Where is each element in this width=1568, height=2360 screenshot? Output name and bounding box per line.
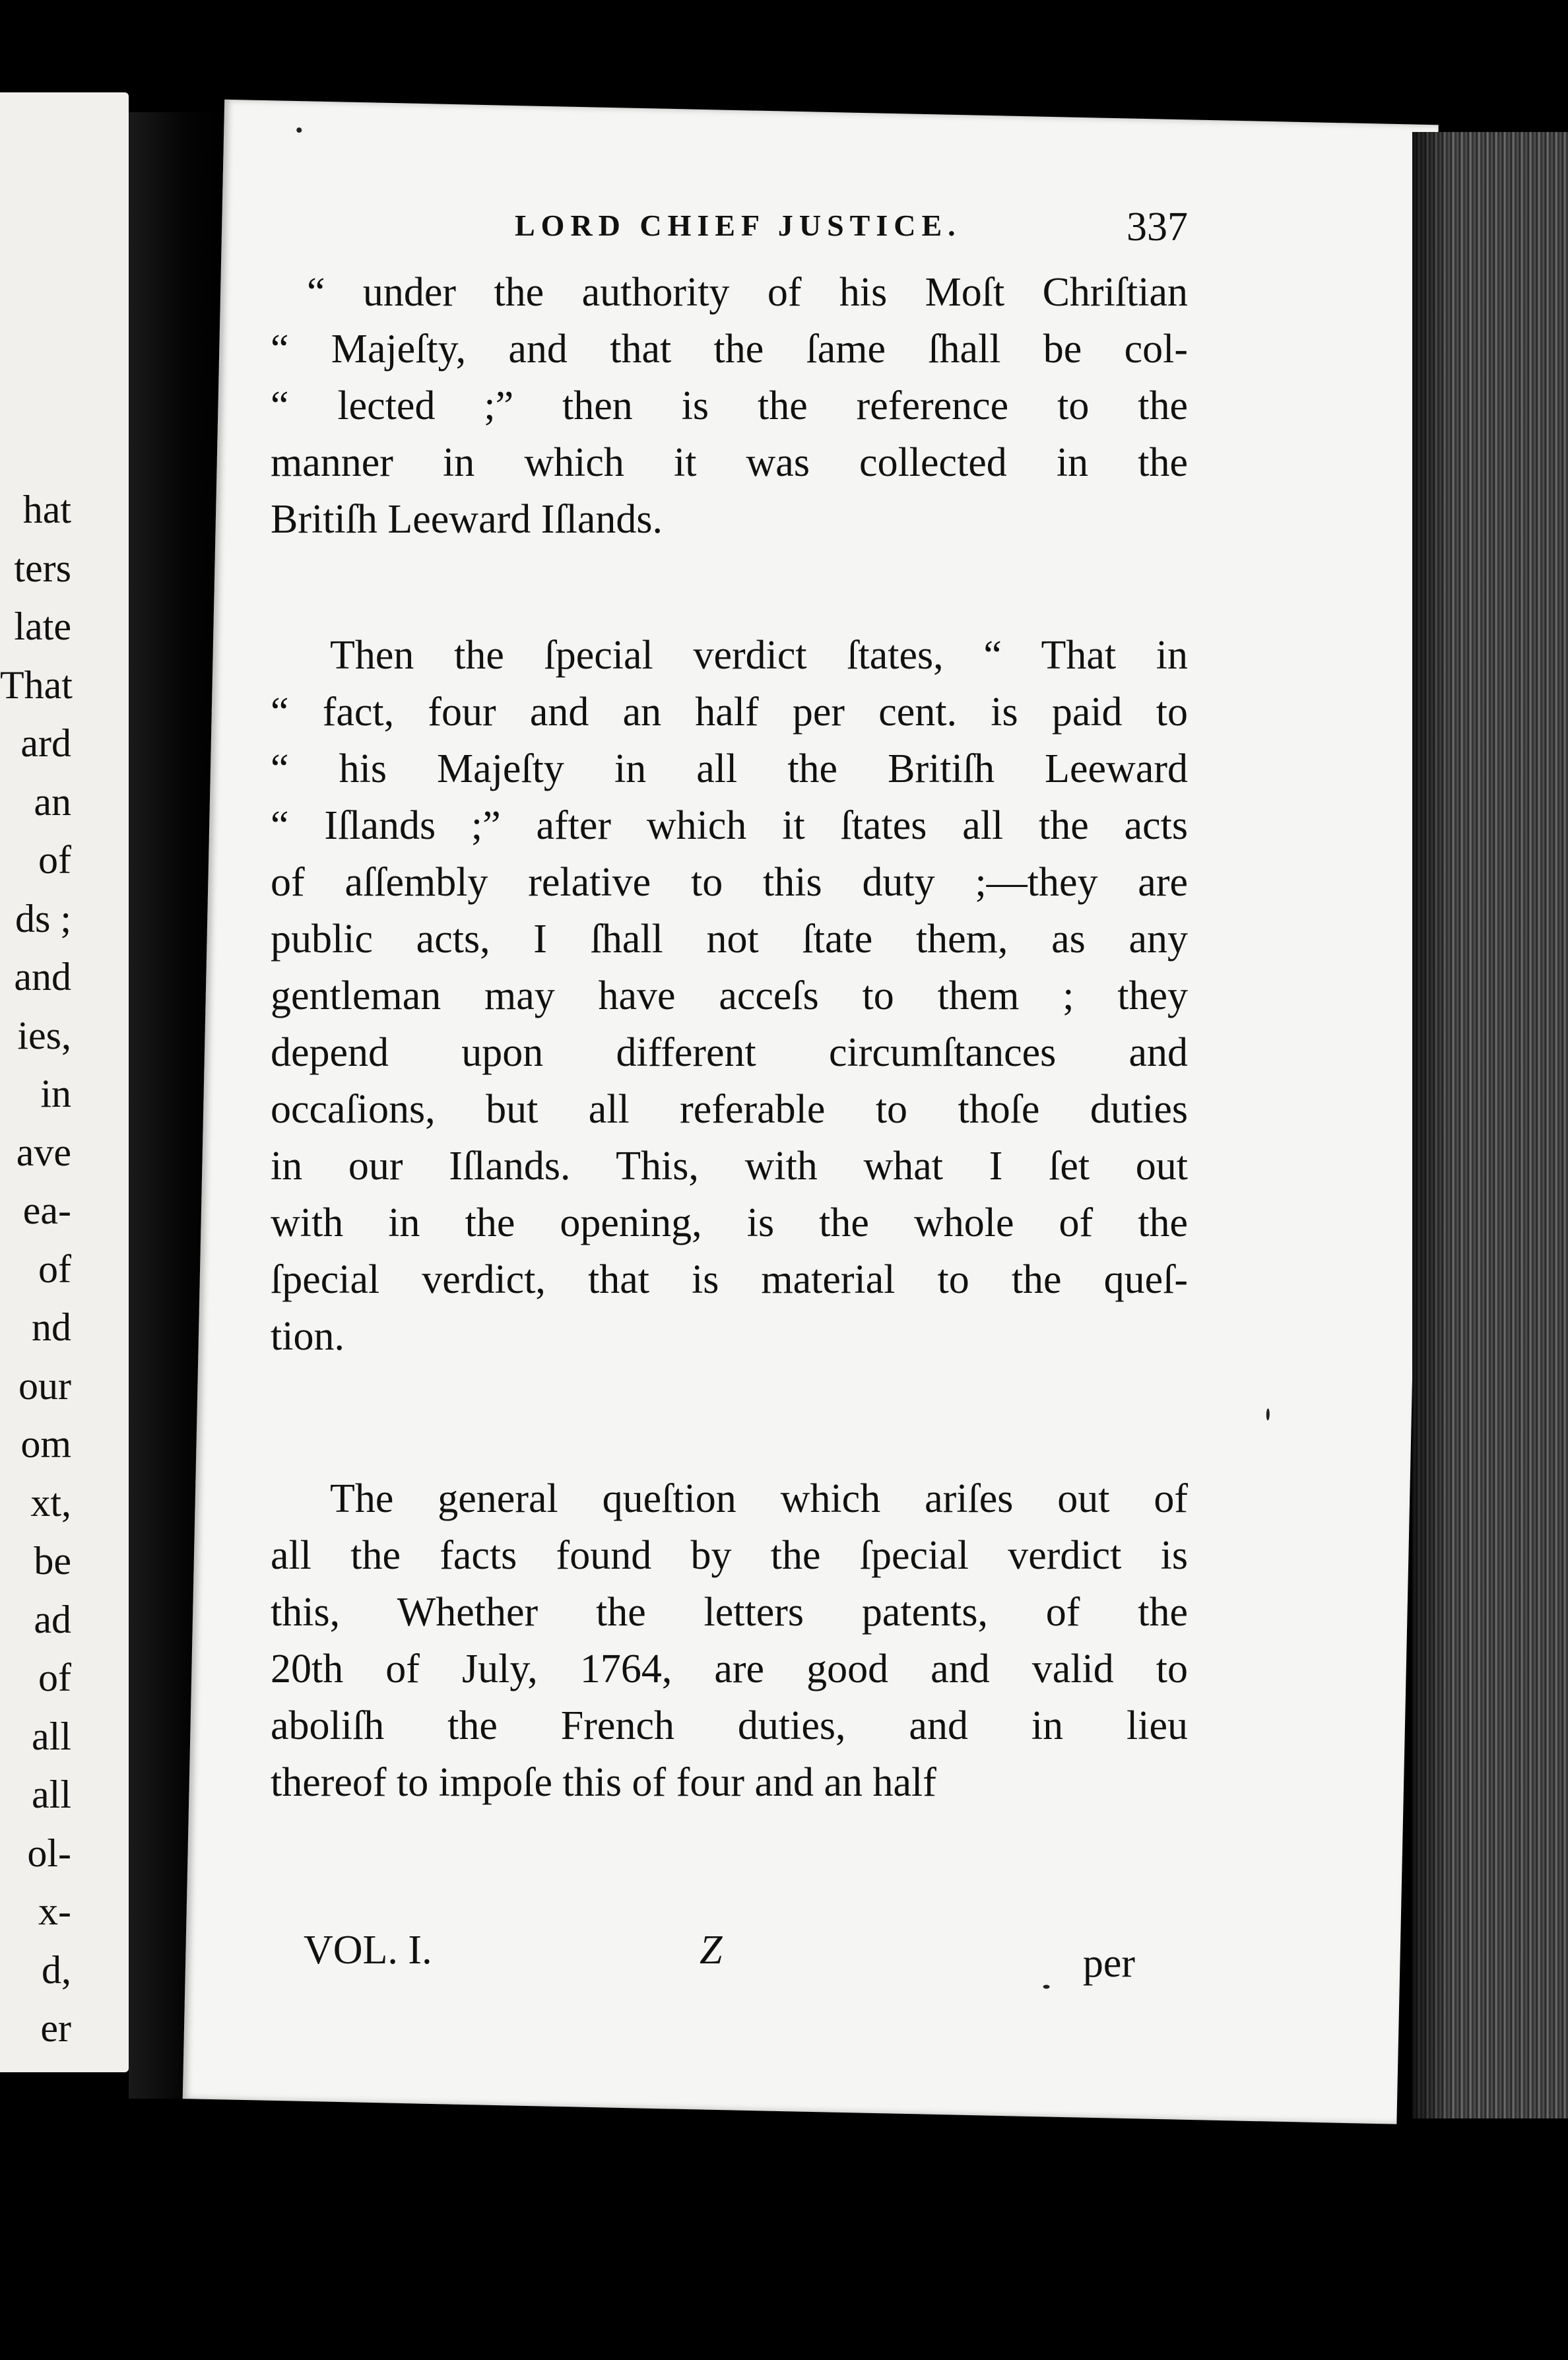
text-line: “ his Majeſty in all the Britiſh Leeward [271,746,1188,791]
text-line: The general queſtion which ariſes out of [330,1476,1188,1521]
text-line: in our Iſlands. This, with what I ſet out [271,1144,1188,1189]
facing-page-line: ds ; [15,896,71,940]
paragraph [271,264,1188,548]
facing-page-line: d, [42,1948,71,1992]
facing-page-line: of [38,1247,71,1291]
text-line: “ under the authority of his Moſt Chriſtian [307,270,1188,315]
page-number: 337 [1127,205,1188,249]
facing-page-line: late [14,605,71,648]
text-line: depend upon different circumſtances and [271,1030,1188,1075]
facing-page-line: er [40,2006,71,2050]
text-line: all the facts found by the ſpecial verdict is [271,1533,1188,1578]
signature-mark: Z [700,1928,723,1973]
facing-page-line: xt, [30,1480,71,1524]
facing-page-line: an [34,779,71,824]
facing-page-line: ol- [27,1831,71,1875]
facing-page-line: nd [32,1305,71,1349]
facing-page-line: hat [22,488,71,531]
page-edges-shadow [1412,132,1452,2118]
text-line: occaſions, but all referable to thoſe duties [271,1087,1188,1132]
text-line: tion. [271,1314,344,1359]
facing-page-line: ard [20,721,71,765]
facing-page-line: ea- [22,1189,71,1232]
facing-page-line: in [40,1072,71,1115]
paper-speck [1266,1408,1270,1420]
facing-page-line: om [20,1422,71,1466]
text-line: “ fact, four and an half per cent. is paid to [271,690,1188,735]
text-line: with in the opening, is the whole of the [271,1200,1188,1245]
facing-page-text [0,480,71,2058]
facing-page-line: x- [38,1889,71,1933]
paper-speck [296,127,302,133]
facing-page-line: of [38,838,71,882]
text-line: ſpecial verdict, that is material to the queſ- [271,1257,1188,1302]
facing-page-line: ies, [17,1013,71,1057]
running-head-title: LORD CHIEF JUSTICE. [515,209,962,242]
text-line: public acts, I ſhall not ſtate them, as any [271,917,1188,962]
text-line: of aſſembly relative to this duty ;—they are [271,860,1188,905]
facing-page-line: ad [34,1597,71,1641]
facing-page-line: our [18,1363,71,1408]
text-line: “ Majeſty, and that the ſame ſhall be col- [271,327,1188,372]
text-line: manner in which it was collected in the [271,440,1188,485]
facing-page [0,92,129,2072]
facing-page-line: of [38,1656,71,1699]
text-line: this, Whether the letters patents, of the [271,1590,1188,1635]
running-head [290,205,1188,267]
facing-page-line: ave [16,1130,71,1174]
text-line: “ Iſlands ;” after which it ſtates all the acts [271,803,1188,848]
facing-page-line: all [32,1714,71,1758]
catchword: per [1082,1941,1135,1986]
facing-page-line: That [0,663,73,707]
paragraph [271,627,1188,1365]
text-line: gentleman may have acceſs to them ; they [271,973,1188,1018]
facing-page-line: all [32,1773,71,1816]
page-footer [304,1927,1135,1986]
text-line: 20th of July, 1764, are good and valid to [271,1647,1188,1691]
text-line: Britiſh Leeward Iſlands. [271,497,663,542]
text-line: “ lected ;” then is the reference to the [271,383,1188,428]
text-line: Then the ſpecial verdict ſtates, “ That in [330,633,1188,678]
page-body [271,264,1188,1811]
text-line: aboliſh the French duties, and in lieu [271,1703,1188,1748]
facing-page-line: and [14,955,71,999]
facing-page-line: ters [14,546,71,590]
facing-page-line: be [34,1539,71,1583]
volume-label: VOL. I. [304,1928,432,1973]
text-line: thereof to impoſe this of four and an half [271,1760,936,1805]
paragraph [271,1470,1188,1811]
